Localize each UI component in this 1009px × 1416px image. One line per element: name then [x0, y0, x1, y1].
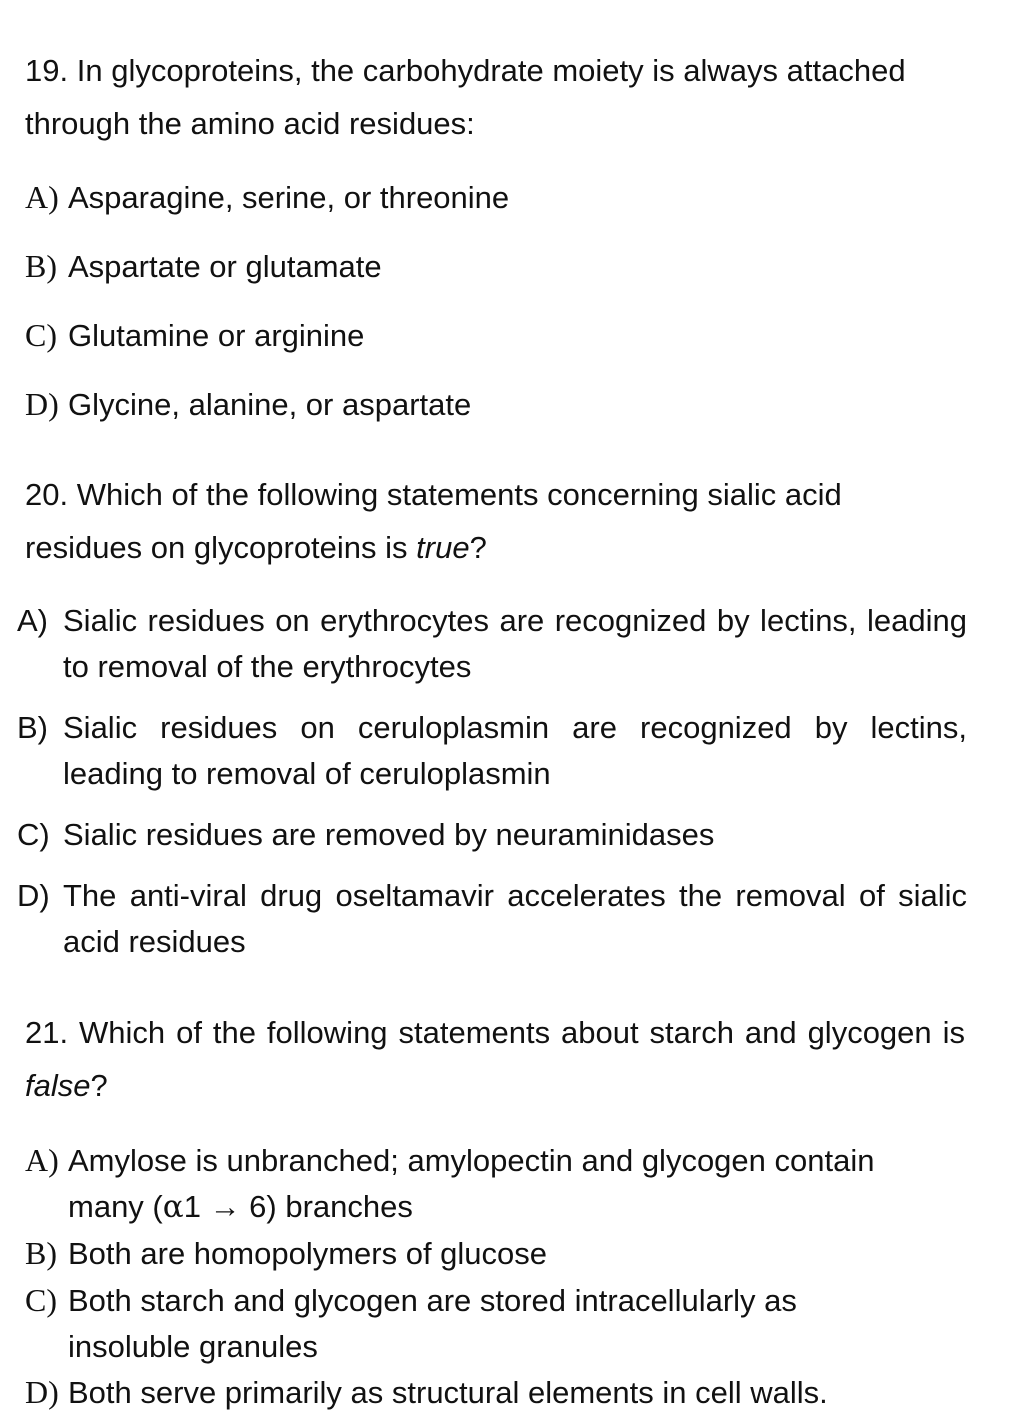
q19-option-b [25, 243, 970, 290]
option-text: Glutamine or arginine [68, 318, 365, 353]
option-text-line1: Amylose is unbranched; amylopectin and glycogen contain [68, 1143, 875, 1178]
option-letter: A) [25, 1142, 59, 1178]
option-text: Both starch and glycogen are stored intracellularly as insoluble granules [68, 1283, 797, 1364]
option-letter: C) [25, 1282, 57, 1318]
question-20-stem [25, 468, 965, 574]
question-number: 19. [25, 53, 69, 88]
option-text: The anti-viral drug oseltamavir accelerates the removal of sialic acid residues [63, 878, 967, 959]
question-number: 21. [25, 1015, 69, 1050]
option-letter: B) [25, 1235, 57, 1271]
q21-option-c [25, 1277, 905, 1370]
option-letter: C) [17, 817, 50, 852]
q20-option-a [17, 598, 967, 690]
option-text [68, 1138, 970, 1230]
option-text-line2-end: 1 → 6) branches [183, 1189, 413, 1224]
question-punct: ? [90, 1068, 108, 1103]
q19-option-d [25, 381, 970, 428]
q19-option-c [25, 312, 970, 359]
q19-option-a [25, 174, 970, 221]
q21-option-d [25, 1369, 985, 1416]
question-21-stem [25, 1006, 965, 1112]
option-letter: A) [25, 179, 59, 215]
option-text: Asparagine, serine, or threonine [68, 180, 510, 215]
question-text: Which of the following statements concerning sialic acid residues on glycoproteins is [25, 477, 842, 565]
option-letter: A) [17, 603, 48, 638]
option-text: Glycine, alanine, or aspartate [68, 387, 472, 422]
option-text: Sialic residues on ceruloplasmin are recognized by lectins, leading to removal of ceruloplasmin [63, 710, 967, 791]
option-letter: B) [17, 710, 48, 745]
alpha-symbol: α [162, 1189, 184, 1225]
q20-option-c [17, 812, 967, 858]
option-letter: D) [25, 1374, 59, 1410]
question-text: Which of the following statements about starch and glycogen is [79, 1015, 965, 1050]
q20-option-b [17, 705, 967, 797]
option-text: Both serve primarily as structural elements in cell walls. [68, 1375, 828, 1410]
q21-option-b [25, 1230, 970, 1277]
q21-option-a [25, 1137, 970, 1230]
option-letter: D) [17, 878, 50, 913]
question-text: In glycoproteins, the carbohydrate moiety is always attached through the amino acid residues: [25, 53, 906, 141]
option-text: Sialic residues on erythrocytes are recognized by lectins, leading to removal of the erythrocytes [63, 603, 967, 684]
option-text: Sialic residues are removed by neuraminidases [63, 817, 715, 852]
option-letter: C) [25, 317, 57, 353]
question-emphasis: true [416, 530, 470, 565]
option-text-line2-start: many ( [68, 1189, 163, 1224]
question-emphasis: false [25, 1068, 91, 1103]
option-text: Aspartate or glutamate [68, 249, 382, 284]
option-text: Both are homopolymers of glucose [68, 1236, 548, 1271]
option-letter: D) [25, 386, 59, 422]
question-punct: ? [469, 530, 487, 565]
option-letter: B) [25, 248, 57, 284]
question-19-stem [25, 44, 965, 150]
q20-option-d [17, 873, 967, 965]
question-number: 20. [25, 477, 69, 512]
